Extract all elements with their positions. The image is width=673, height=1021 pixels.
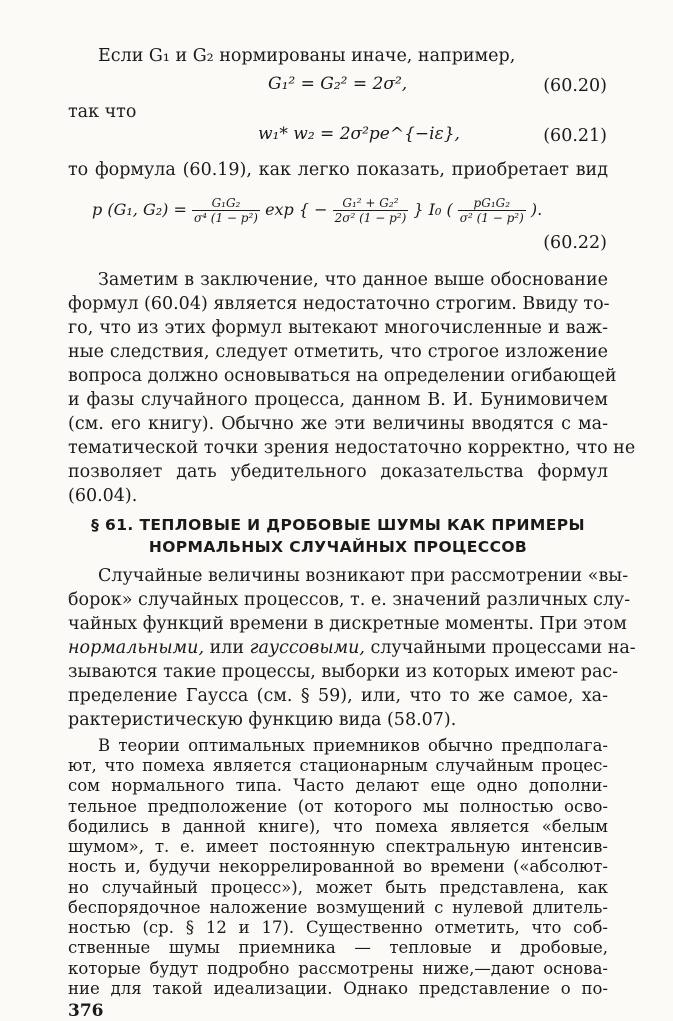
para1-line: тематической точки зрения недостаточно корректно, что не xyxy=(68,438,636,458)
para3-line: тельное предположение (от которого мы полностью осво- xyxy=(68,796,608,816)
para3-line: бодились в данной книге), что помеха является «белым xyxy=(68,816,608,836)
para3-line: ние для такой идеализации. Однако представление о по- xyxy=(68,978,608,998)
tak-chto-line: так что xyxy=(68,102,137,122)
para1-line: го, что из этих формул вытекают многочисленные и важ- xyxy=(68,318,608,338)
para3-line: но случайный процесс»), может быть представлена, как xyxy=(68,877,608,897)
section-heading-line1: § 61. ТЕПЛОВЫЕ И ДРОБОВЫЕ ШУМЫ КАК ПРИМЕРЫ xyxy=(91,516,585,534)
fraction-2-denominator: 2σ² (1 − p²) xyxy=(334,211,407,225)
para1-line: ные следствия, следует отметить, что строгое изложение xyxy=(68,342,608,362)
fraction-2-numerator: G₁² + G₂² xyxy=(333,196,409,211)
para2-text: случайными процессами на- xyxy=(364,638,636,658)
para2-line: борок» случайных процессов, т. е. значений различных слу- xyxy=(68,590,631,610)
para1-line: и фазы случайного процесса, данном В. И. Бунимовичем xyxy=(68,390,608,410)
fraction-3 xyxy=(458,196,526,225)
eq-minus: − xyxy=(314,200,328,219)
intro-line: Если G₁ и G₂ нормированы иначе, например, xyxy=(98,46,516,66)
fraction-3-denominator: σ² (1 − p²) xyxy=(459,211,524,225)
eq-exp: exp { xyxy=(265,200,310,219)
para3-line: которые будут подробно рассмотрены ниже,—дают основа- xyxy=(68,958,608,978)
para2-line: рактеристическую функцию вида (58.07). xyxy=(68,710,457,730)
eq-lhs: p (G₁, G₂) = xyxy=(92,200,187,219)
para2-line: Случайные величины возникают при рассмотрении «вы- xyxy=(98,566,629,586)
para2-line: пределение Гаусса (см. § 59), или, что то же самое, ха- xyxy=(68,686,608,706)
eq-mid: } I₀ ( xyxy=(413,200,453,219)
para2-line: чайных функций времени в дискретные моменты. При этом xyxy=(68,614,627,634)
formula-intro-line: то формула (60.19), как легко показать, приобретает вид xyxy=(68,160,608,180)
para1-line: (см. его книгу). Обычно же эти величины вводятся с ма- xyxy=(68,414,608,434)
para2-line: зываются такие процессы, выборки из которых имеют рас- xyxy=(68,662,619,682)
para3-line: В теории оптимальных приемников обычно предполага- xyxy=(98,736,608,755)
italic-term: нормальными, xyxy=(68,638,205,658)
fraction-1 xyxy=(192,196,260,225)
para3-line: ственные шумы приемника — тепловые и дробовые, xyxy=(68,938,608,958)
para1-line: позволяет дать убедительного доказательства формул xyxy=(68,462,608,482)
para3-line: ют, что помеха является стационарным случайным процес- xyxy=(68,756,608,776)
para2-line xyxy=(68,636,636,660)
equation-number-60-21: (60.21) xyxy=(543,126,607,146)
fraction-1-denominator: σ⁴ (1 − p²) xyxy=(193,211,258,225)
para1-line: вопроса должно основываться на определении огибающей xyxy=(68,366,617,386)
equation-60-20: G₁² = G₂² = 2σ², xyxy=(268,74,408,94)
fraction-2 xyxy=(333,196,409,225)
para1-line: Заметим в заключение, что данное выше обоснование xyxy=(98,270,608,290)
para3-line: ностью (ср. § 12 и 17). Существенно отметить, что соб- xyxy=(68,918,608,938)
para3-line: беспорядочное наложение возмущений с нулевой длитель- xyxy=(68,897,608,917)
para3-line: ность и, будучи некоррелированной во времени («абсолют- xyxy=(68,857,608,877)
para3-line: шумом», т. е. имеет постоянную спектральную интенсив- xyxy=(68,837,608,857)
para3-line: сом нормального типа. Часто делают еще одно дополни- xyxy=(68,776,608,796)
para1-line: формул (60.04) является недостаточно строгим. Ввиду то- xyxy=(68,294,610,314)
equation-number-60-22: (60.22) xyxy=(543,233,607,253)
para1-line: (60.04). xyxy=(68,486,138,506)
eq-end: ). xyxy=(530,200,543,219)
equation-60-22 xyxy=(92,196,542,225)
equation-number-60-20: (60.20) xyxy=(543,76,607,96)
fraction-3-numerator: pG₁G₂ xyxy=(458,196,526,211)
section-heading-line2: НОРМАЛЬНЫХ СЛУЧАЙНЫХ ПРОЦЕССОВ xyxy=(148,538,528,556)
para2-text: или xyxy=(204,638,250,658)
equation-60-21: w₁* w₂ = 2σ²pe^{−iε}, xyxy=(258,124,460,144)
fraction-1-numerator: G₁G₂ xyxy=(192,196,260,211)
page-number: 376 xyxy=(68,1001,104,1021)
italic-term: гауссовыми, xyxy=(249,638,365,658)
